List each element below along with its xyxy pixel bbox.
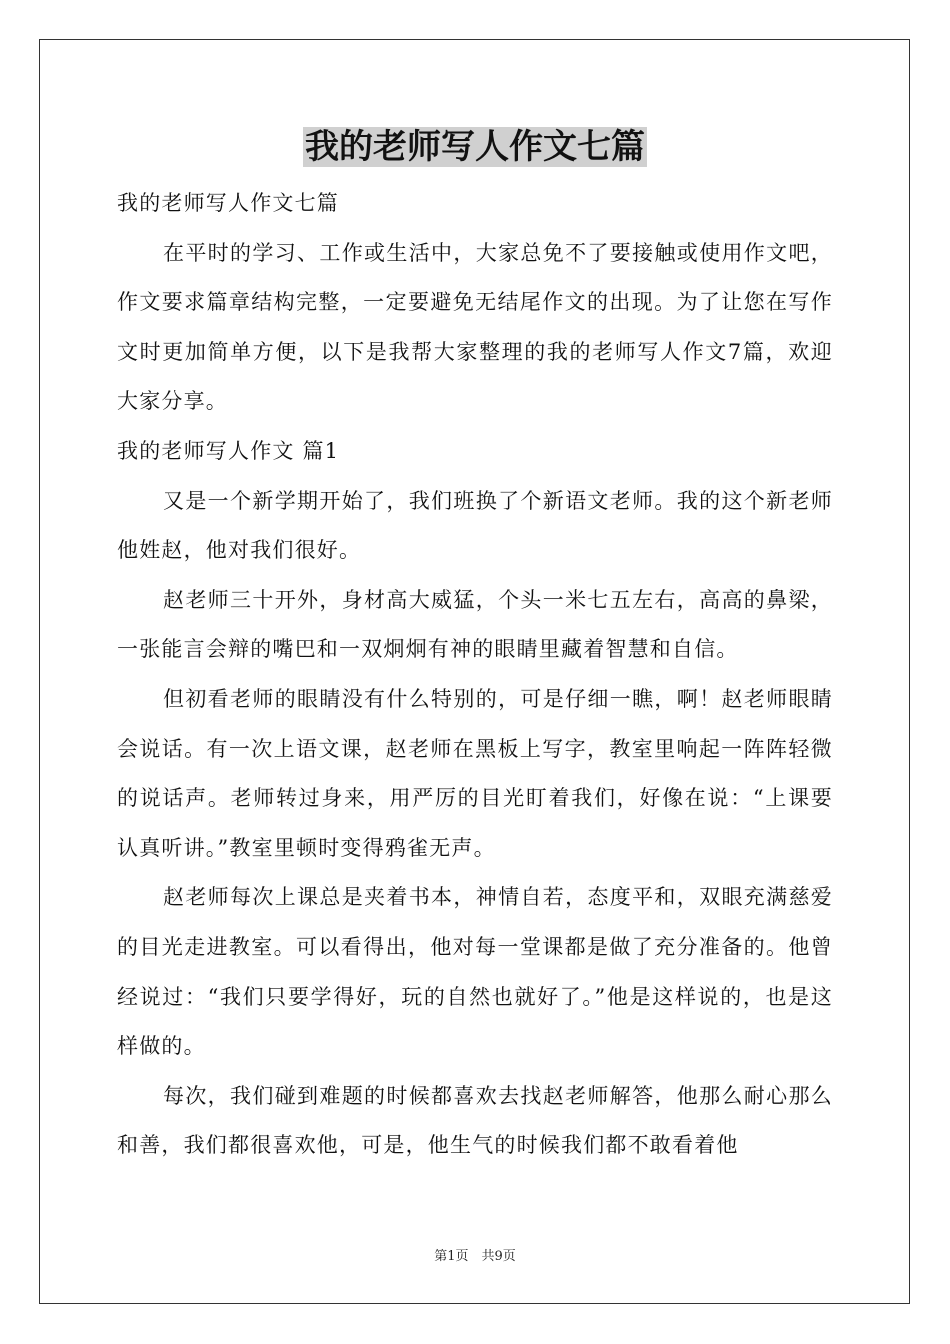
paragraph-intro: 在平时的学习、工作或生活中，大家总免不了要接触或使用作文吧，作文要求篇章结构完整，一定要避免无结尾作文的出现。为了让您在写作文时更加简单方便，以下是我帮大家整理的我的老师写人作文7篇，欢迎大家分享。	[117, 240, 833, 414]
paragraph: 赵老师三十开外，身材高大威猛，个头一米七五左右，高高的鼻梁，一张能言会辩的嘴巴和一双炯炯有神的眼睛里藏着智慧和自信。	[117, 587, 833, 662]
paragraph: 赵老师每次上课总是夹着书本，神情自若，态度平和，双眼充满慈爱的目光走进教室。可以看得出，他对每一堂课都是做了充分准备的。他曾经说过：“我们只要学得好，玩的自然也就好了。”他是这样说的，也是这样做的。	[117, 885, 833, 1059]
paragraph: 又是一个新学期开始了，我们班换了个新语文老师。我的这个新老师他姓赵，他对我们很好。	[117, 488, 833, 563]
paragraph: 每次，我们碰到难题的时候都喜欢去找赵老师解答，他那么耐心那么和善，我们都很喜欢他，可是，他生气的时候我们都不敢看着他	[117, 1083, 833, 1158]
document-title-text: 我的老师写人作文七篇	[305, 127, 645, 167]
document-body	[117, 179, 833, 1171]
page-footer	[0, 1248, 950, 1266]
page-indicator: 第1页 共9页	[434, 1249, 516, 1264]
section-heading: 我的老师写人作文 篇1	[117, 438, 340, 463]
document-subtitle: 我的老师写人作文七篇	[117, 191, 339, 215]
document-title	[0, 125, 950, 169]
paragraph: 但初看老师的眼睛没有什么特别的，可是仔细一瞧，啊！赵老师眼睛会说话。有一次上语文课，赵老师在黑板上写字，教室里响起一阵阵轻微的说话声。老师转过身来，用严厉的目光盯着我们，好像在说：“上课要认真听讲。”教室里顿时变得鸦雀无声。	[117, 686, 833, 860]
